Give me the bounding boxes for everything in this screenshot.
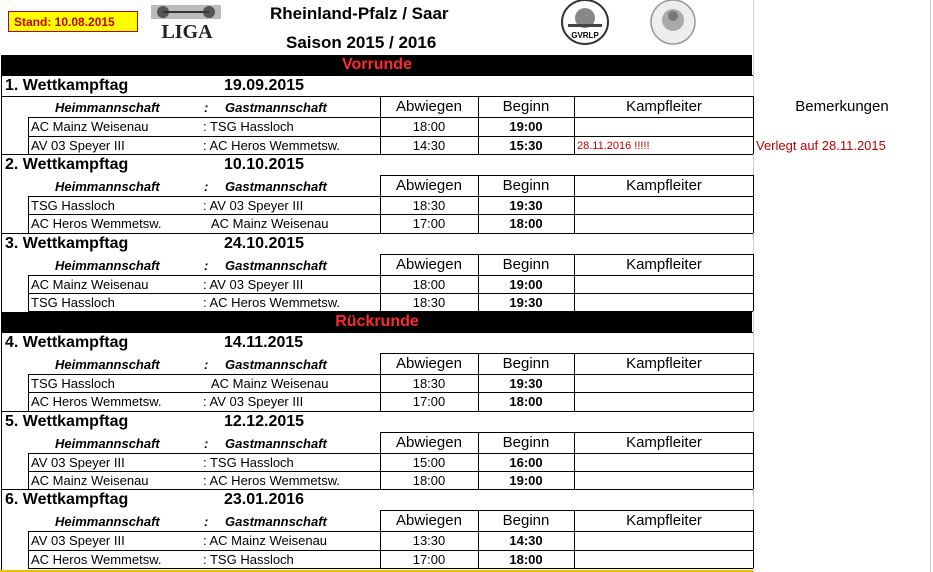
col-abwiegen-header: Abwiegen (396, 98, 462, 115)
weigh-time: 17:00 (412, 552, 446, 567)
away-team: : AV 03 Speyer III (203, 394, 304, 409)
weigh-time: 17:00 (412, 216, 446, 231)
away-team: : AV 03 Speyer III (203, 198, 304, 213)
matchday-date: 24.10.2015 (224, 235, 305, 252)
home-team: AV 03 Speyer III (31, 533, 125, 548)
start-time: 18:00 (509, 552, 543, 567)
col-beginn-header: Beginn (502, 98, 550, 115)
matchday-title: 3. Wettkampftag (5, 235, 129, 252)
away-team: AC Mainz Weisenau (211, 216, 329, 231)
matchday-title: 2. Wettkampftag (5, 156, 129, 173)
col-heim-header: Heimmannschaft (55, 179, 160, 194)
away-team: : AC Heros Wemmetsw. (203, 295, 341, 310)
stand-date-badge: Stand: 10.08.2015 (8, 11, 138, 32)
col-gast-header: Gastmannschaft (225, 100, 327, 115)
start-time: 19:30 (509, 376, 543, 391)
sheet-gridline (930, 0, 931, 572)
season-title: Saison 2015 / 2016 (286, 33, 437, 52)
weigh-time: 18:00 (412, 473, 446, 488)
col-heim-header: Heimmannschaft (55, 258, 160, 273)
col-kampfleiter-header: Kampfleiter (626, 512, 702, 529)
away-team: : TSG Hassloch (203, 119, 294, 134)
col-sep-header: : (204, 436, 209, 451)
col-heim-header: Heimmannschaft (55, 514, 160, 529)
start-time: 16:00 (509, 455, 543, 470)
matchday-date: 14.11.2015 (224, 334, 304, 351)
col-bemerkungen-header: Bemerkungen (795, 98, 889, 115)
weigh-time: 14:30 (412, 138, 446, 153)
weigh-time: 18:30 (412, 295, 446, 310)
col-heim-header: Heimmannschaft (55, 357, 160, 372)
col-beginn-header: Beginn (502, 355, 550, 372)
weigh-time: 15:00 (412, 455, 446, 470)
matchday-title: 4. Wettkampftag (5, 334, 129, 351)
matchday-title: 5. Wettkampftag (5, 413, 129, 430)
col-gast-header: Gastmannschaft (225, 357, 327, 372)
home-team: AC Heros Wemmetsw. (31, 552, 162, 567)
col-heim-header: Heimmannschaft (55, 100, 160, 115)
matchday-date: 12.12.2015 (224, 413, 305, 430)
col-kampfleiter-header: Kampfleiter (626, 355, 702, 372)
away-team: : AC Heros Wemmetsw. (203, 138, 341, 153)
col-beginn-header: Beginn (502, 256, 550, 273)
home-team: AC Mainz Weisenau (31, 119, 149, 134)
col-beginn-header: Beginn (502, 177, 550, 194)
start-time: 15:30 (509, 138, 543, 153)
col-heim-header: Heimmannschaft (55, 436, 160, 451)
home-team: AC Mainz Weisenau (31, 277, 149, 292)
gvrlp-seal-text: GVRLP (571, 31, 599, 40)
kampfleiter-note: 28.11.2016 !!!!! (577, 140, 650, 152)
col-beginn-header: Beginn (502, 434, 550, 451)
away-team: : AC Mainz Weisenau (203, 533, 328, 548)
weigh-time: 13:30 (412, 533, 446, 548)
matchday-date: 10.10.2015 (224, 156, 305, 173)
col-kampfleiter-header: Kampfleiter (626, 434, 702, 451)
weigh-time: 18:30 (412, 198, 446, 213)
vorrunde-banner: Vorrunde (2, 55, 752, 75)
saar-association-seal-icon (648, 0, 698, 51)
col-gast-header: Gastmannschaft (225, 514, 327, 529)
col-beginn-header: Beginn (502, 512, 550, 529)
matchday-date: 19.09.2015 (224, 77, 305, 94)
col-abwiegen-header: Abwiegen (396, 512, 462, 529)
home-team: AV 03 Speyer III (31, 455, 125, 470)
col-sep-header: : (204, 514, 209, 529)
home-team: TSG Hassloch (31, 376, 115, 391)
col-abwiegen-header: Abwiegen (396, 256, 462, 273)
matchday-title: 1. Wettkampftag (5, 77, 129, 94)
col-kampfleiter-header: Kampfleiter (626, 177, 702, 194)
start-time: 19:30 (509, 295, 543, 310)
region-title: Rheinland-Pfalz / Saar (270, 4, 449, 23)
home-team: AV 03 Speyer III (31, 138, 125, 153)
col-sep-header: : (204, 258, 209, 273)
home-team: TSG Hassloch (31, 295, 115, 310)
start-time: 18:00 (509, 394, 543, 409)
matchday-title: 6. Wettkampftag (5, 491, 129, 508)
liga-logo (143, 3, 233, 41)
sheet-left-border (1, 55, 2, 572)
col-kampfleiter-header: Kampfleiter (626, 98, 702, 115)
home-team: AC Heros Wemmetsw. (31, 394, 162, 409)
start-time: 18:00 (509, 216, 543, 231)
away-team: : TSG Hassloch (203, 552, 294, 567)
matchday-date: 23.01.2016 (224, 491, 305, 508)
col-abwiegen-header: Abwiegen (396, 177, 462, 194)
away-team: : AC Heros Wemmetsw. (203, 473, 341, 488)
col-abwiegen-header: Abwiegen (396, 434, 462, 451)
start-time: 19:00 (509, 473, 543, 488)
away-team: : TSG Hassloch (203, 455, 294, 470)
col-sep-header: : (204, 357, 209, 372)
start-time: 19:00 (509, 119, 543, 134)
away-team: AC Mainz Weisenau (211, 376, 329, 391)
weigh-time: 17:00 (412, 394, 446, 409)
weigh-time: 18:30 (412, 376, 446, 391)
col-sep-header: : (204, 179, 209, 194)
home-team: AC Mainz Weisenau (31, 473, 149, 488)
home-team: AC Heros Wemmetsw. (31, 216, 162, 231)
start-time: 19:30 (509, 198, 543, 213)
gvrlp-seal-icon (560, 0, 610, 51)
col-kampfleiter-header: Kampfleiter (626, 256, 702, 273)
weigh-time: 18:00 (412, 119, 446, 134)
col-gast-header: Gastmannschaft (225, 258, 327, 273)
home-team: TSG Hassloch (31, 198, 115, 213)
liga-logo-text: LIGA (161, 21, 213, 41)
start-time: 19:00 (509, 277, 543, 292)
col-sep-header: : (204, 100, 209, 115)
col-gast-header: Gastmannschaft (225, 179, 327, 194)
away-team: : AV 03 Speyer III (203, 277, 304, 292)
rueckrunde-banner: Rückrunde (2, 312, 752, 332)
bemerkung-text: Verlegt auf 28.11.2015 (756, 138, 886, 153)
col-gast-header: Gastmannschaft (225, 436, 327, 451)
weigh-time: 18:00 (412, 277, 446, 292)
col-abwiegen-header: Abwiegen (396, 355, 462, 372)
start-time: 14:30 (509, 533, 543, 548)
